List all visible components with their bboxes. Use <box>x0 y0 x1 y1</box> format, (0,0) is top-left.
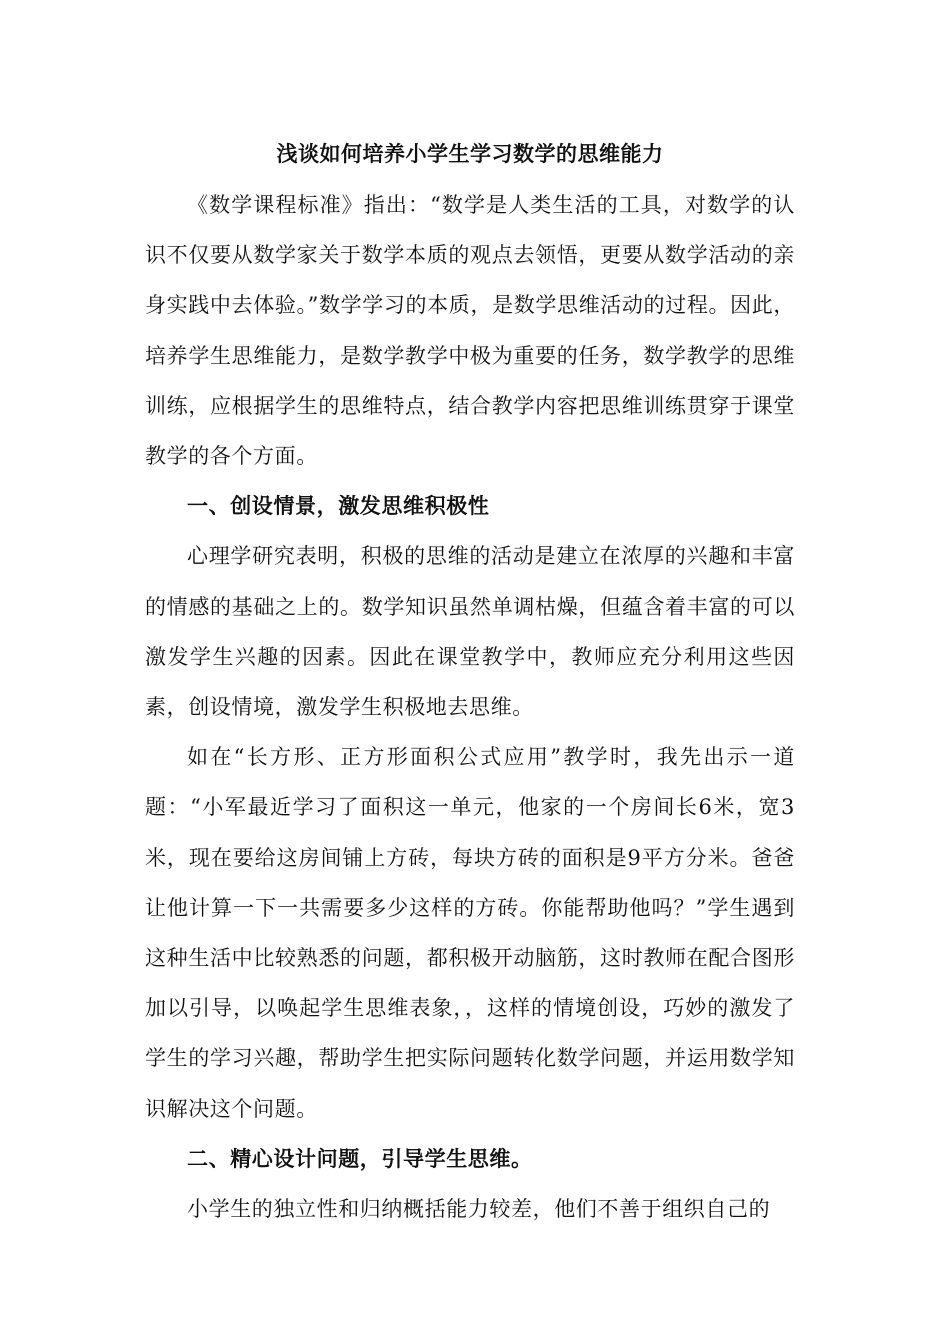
intro-paragraph: 《数学课程标准》指出：“数学是人类生活的工具，对数学的认识不仅要从数学家关于数学本质的观点去领悟，更要从数学活动的亲身实践中去体验。”数学学习的本质，是数学思维活动的过程。因此，培养学生思维能力，是数学教学中极为重要的任务，数学教学的思维训练，应根据学生的思维特点，结合教学内容把思维训练贯穿于课堂教学的各个方面。 <box>145 193 795 469</box>
document-page <box>145 128 795 1234</box>
section-1-paragraph-1: 心理学研究表明，积极的思维的活动是建立在浓厚的兴趣和丰富的情感的基础之上的。数学知识虽然单调枯燥，但蕴含着丰富的可以激发学生兴趣的因素。因此在课堂教学中，教师应充分利用这些因素，创设情境，激发学生积极地去思维。 <box>145 544 795 720</box>
section-1-paragraph-2: 如在“长方形、正方形面积公式应用”教学时，我先出示一道题：“小军最近学习了面积这一单元，他家的一个房间长6米，宽3米，现在要给这房间铺上方砖，每块方砖的面积是9平方分米。爸爸让他计算一下一共需要多少这样的方砖。你能帮助他吗？”学生遇到这种生活中比较熟悉的问题，都积极开动脑筋，这时教师在配合图形加以引导，以唤起学生思维表象，，这样的情境创设，巧妙的激发了学生的学习兴趣，帮助学生把实际问题转化数学问题，并运用数学知识解决这个问题。 <box>145 745 795 1121</box>
section-heading-2: 二、精心设计问题，引导学生思维。 <box>187 1145 533 1171</box>
section-2-paragraph-1: 小学生的独立性和归纳概括能力较差，他们不善于组织自己的 <box>187 1197 771 1222</box>
section-heading-1: 一、创设情景，激发思维积极性 <box>187 493 490 519</box>
document-title: 浅谈如何培养小学生学习数学的思维能力 <box>276 141 664 166</box>
